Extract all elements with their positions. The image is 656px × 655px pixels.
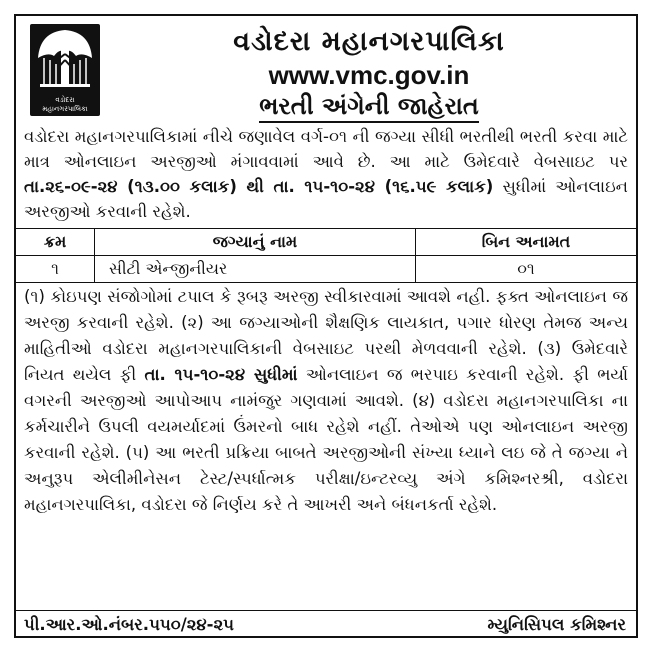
table-row: [16, 256, 636, 283]
header: [16, 16, 636, 122]
column-header-post-name: જગ્યાનું નામ: [95, 229, 416, 256]
column-header-unreserved: બિન અનામત: [416, 229, 637, 256]
advertisement-frame: [14, 14, 638, 638]
cell-unreserved-count: ૦૧: [416, 256, 637, 283]
vmc-logo: [30, 24, 100, 116]
conditions-text-1: (૧) કોઇપણ સંજોગોમાં ટપાલ કે રૂબરૂ અરજી સ્વીકારવામાં આવશે નહી. ફક્ત ઓનલાઇન જ અરજી કરવાની રહેશે. (૨) આ જગ્યાઓની શૈક્ષણિક લાયકાત, પગાર ધોરણ તેમજ અન્ય માહિતીઓ વડોદરા મહાનગરપાલિકાની વેબસાઇટ પરથી મેળવવાની રહેશે. (૩) ઉમેદવારે નિયત થયેલ ફી: [24, 287, 628, 384]
column-header-serial: ક્રમ: [16, 229, 95, 256]
posts-table: [16, 228, 636, 283]
organization-title: વડોદરા મહાનગરપાલિકા: [233, 26, 505, 57]
conditions-text-2: ઓનલાઇન જ ભરપાઇ કરવાની રહેશે. ફી ભર્યા વગરની અરજીઓ આપોઆપ નામંજુર ગણવામાં આવશે. (૪) વડોદરા મહાનગરપાલિકા ના કર્મચારીને ઉપલી વયમર્યાદમાં ઉંમરનો બાધ રહેશે નહીં. તેઓએ પણ ઓનલાઇન અરજી કરવાની રહેશે. (૫) આ ભરતી પ્રક્રિયા બાબતે અરજીઓની સંખ્યા ધ્યાને લઇ જે તે જગ્યા ને અનુરૂપ એલીમીનેસન ટેસ્ટ/સ્પર્ધાત્મક પરીક્ષા/ઇન્ટરવ્યુ અંગે કમિશ્નરશ્રી, વડોદરા મહાનગરપાલિકા, વડોદરા જે નિર્ણય કરે તે આખરી અને બંધનકર્તા રહેશે.: [24, 365, 628, 514]
cell-serial: ૧: [16, 256, 95, 283]
intro-paragraph: [24, 124, 628, 224]
cell-post-name: સીટી એન્જીનીયર: [95, 256, 416, 283]
signatory: મ્યુનિસિપલ કમિશ્નર: [487, 615, 626, 634]
subtitle-text: ભરતી અંગેની જાહેરાત: [259, 92, 479, 123]
footer: [16, 610, 636, 639]
website-url: www.vmc.gov.in: [268, 60, 470, 90]
intro-text-2: સુધીમાં ઓનલાઇન અરજીઓ કરવાની રહેશે.: [24, 177, 628, 221]
application-date-range: તા.૨૬-૦૯-૨૪ (૧૩.૦૦ કલાક) થી તા. ૧૫-૧૦-૨૪ (૧૬.૫૯ કલાક): [24, 177, 494, 196]
advertisement-subtitle: [116, 92, 622, 120]
conditions-paragraph: [24, 284, 628, 518]
logo-caption-1: વડોદરા: [55, 96, 75, 104]
banyan-tree-icon: [30, 24, 100, 94]
fee-deadline: તા. ૧૫-૧૦-૨૪ સુધીમાં: [144, 365, 298, 384]
logo-caption-2: મહાનગરપાલિકા: [42, 105, 88, 113]
intro-text-1: વડોદરા મહાનગરપાલિકામાં નીચે જણાવેલ વર્ગ-૦૧ ની જગ્યા સીધી ભરતીથી ભરતી કરવા માટે માત્ર ઓનલાઇન અરજીઓ મંગાવવામાં આવે છે. આ માટે ઉમેદવારે વેબસાઇટ પર: [24, 127, 628, 171]
table-header-row: [16, 229, 636, 256]
pro-reference-number: પી.આર.ઓ.નંબર.૫૫૦/૨૪-૨૫: [24, 615, 235, 634]
